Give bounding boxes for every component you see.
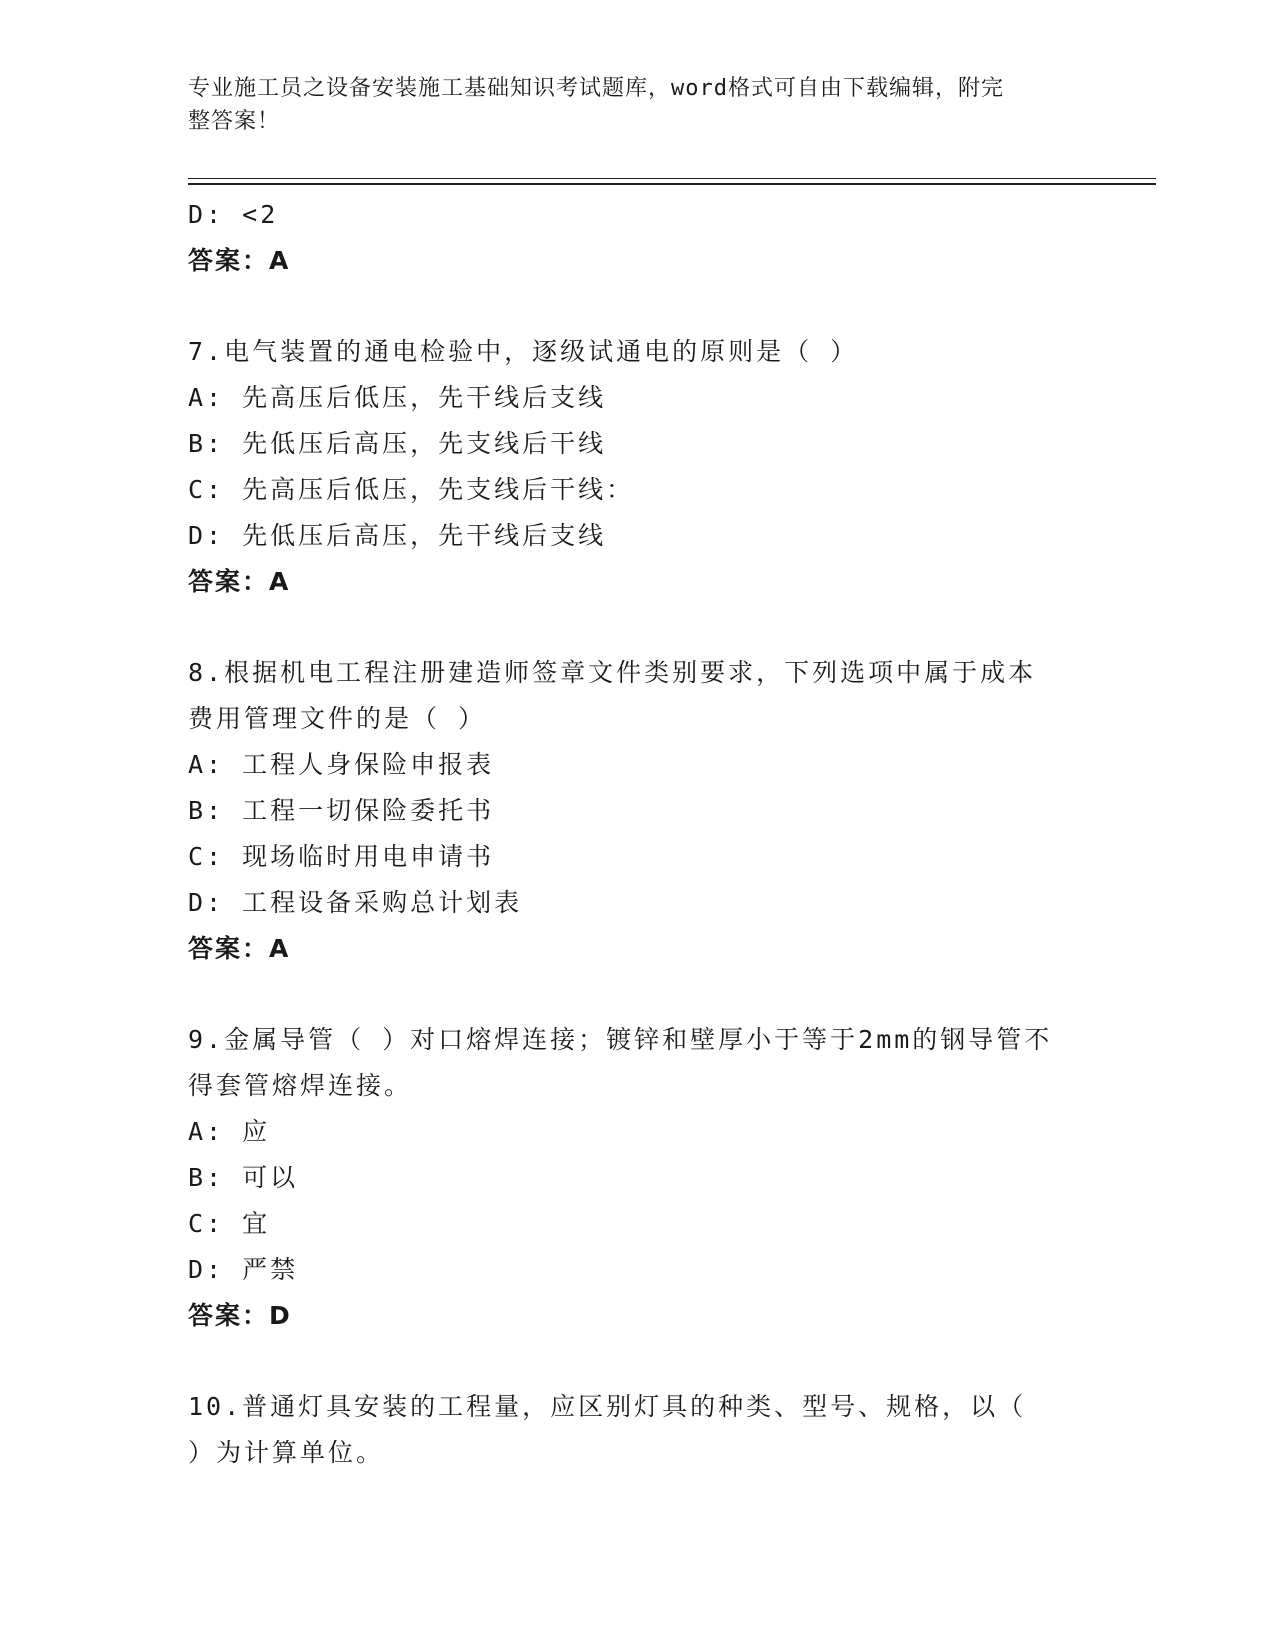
option-b: B: 先低压后高压，先支线后干线 bbox=[188, 429, 607, 458]
question-10 bbox=[188, 1384, 1088, 1476]
question-8 bbox=[188, 650, 1088, 972]
answer-label: 答案：A bbox=[188, 567, 291, 596]
question-stem-continued: 费用管理文件的是（ ） bbox=[188, 704, 487, 733]
answer-label: 答案：A bbox=[188, 246, 291, 275]
question-stem: 10.普通灯具安装的工程量，应区别灯具的种类、型号、规格，以（ bbox=[188, 1392, 1027, 1421]
document-header bbox=[188, 72, 1068, 138]
question-stem: 8.根据机电工程注册建造师签章文件类别要求，下列选项中属于成本 bbox=[188, 658, 1037, 687]
question-gap bbox=[188, 972, 1088, 1017]
answer-label: 答案：A bbox=[188, 934, 291, 963]
option-b: B: 可以 bbox=[188, 1163, 299, 1192]
option-a: A: 工程人身保险申报表 bbox=[188, 750, 495, 779]
question-list bbox=[188, 192, 1088, 1476]
question-gap bbox=[188, 1339, 1088, 1384]
header-divider-thin bbox=[188, 178, 1156, 179]
question-9 bbox=[188, 1017, 1088, 1339]
option-d: D: <2 bbox=[188, 200, 279, 229]
option-b: B: 工程一切保险委托书 bbox=[188, 796, 495, 825]
option-c: C: 现场临时用电申请书 bbox=[188, 842, 495, 871]
answer-label: 答案：D bbox=[188, 1301, 292, 1330]
question-stem: 9.金属导管（ ）对口熔焊连接；镀锌和壁厚小于等于2mm的钢导管不 bbox=[188, 1025, 1053, 1054]
header-divider-thick bbox=[188, 183, 1156, 185]
question-stem-continued: 得套管熔焊连接。 bbox=[188, 1071, 413, 1100]
option-c: C: 先高压后低压，先支线后干线： bbox=[188, 475, 635, 504]
option-d: D: 先低压后高压，先干线后支线 bbox=[188, 521, 607, 550]
header-title-line2: 整答案！ bbox=[188, 109, 281, 134]
question-gap bbox=[188, 605, 1088, 650]
option-d: D: 严禁 bbox=[188, 1255, 299, 1284]
option-d: D: 工程设备采购总计划表 bbox=[188, 888, 523, 917]
question-gap bbox=[188, 284, 1088, 329]
header-title-line1: 专业施工员之设备安装施工基础知识考试题库，word格式可自由下载编辑，附完 bbox=[188, 76, 1004, 101]
question-stem-continued: ）为计算单位。 bbox=[188, 1438, 385, 1467]
question-7 bbox=[188, 329, 1088, 605]
option-a: A: 应 bbox=[188, 1117, 271, 1146]
option-c: C: 宜 bbox=[188, 1209, 271, 1238]
question-stem: 7.电气装置的通电检验中，逐级试通电的原则是（ ） bbox=[188, 337, 859, 366]
option-a: A: 先高压后低压，先干线后支线 bbox=[188, 383, 607, 412]
